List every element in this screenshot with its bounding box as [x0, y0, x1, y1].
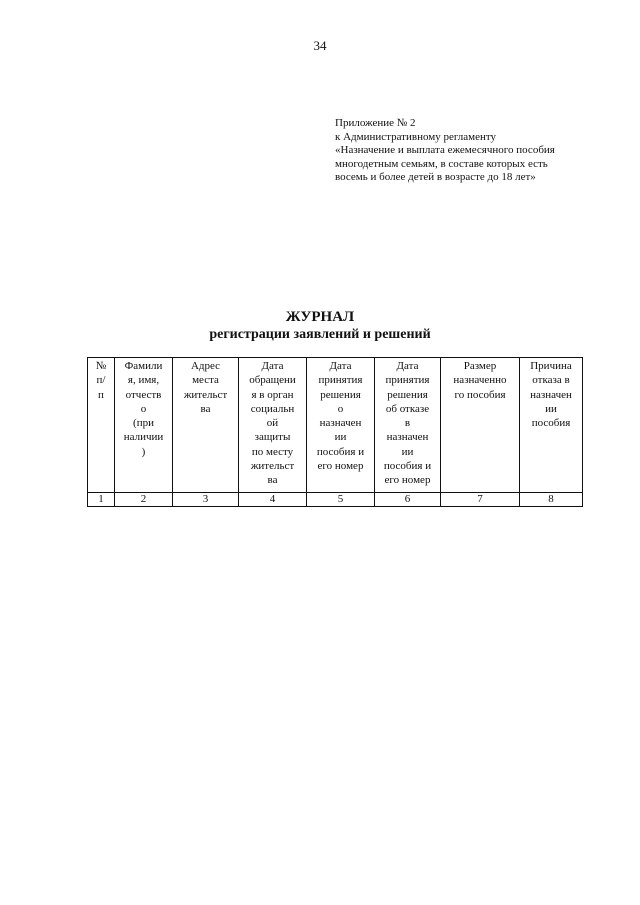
header-cell-refusal-reason: Причина отказа в назначен ии пособия — [520, 358, 583, 493]
appendix-line: восемь и более детей в возрасте до 18 лет» — [335, 171, 536, 184]
header-cell-refusal-decision: Дата принятия решения об отказе в назначен ии пособия и его номер — [375, 358, 441, 493]
appendix-line: Приложение № 2 — [335, 117, 416, 129]
appendix-line: к Административному регламенту — [335, 130, 497, 143]
appendix-line: «Назначение и выплата ежемесячного пособия — [335, 144, 555, 157]
column-number-cell: 5 — [307, 493, 375, 507]
header-cell-number: № п/ п — [88, 358, 115, 493]
header-cell-application-date: Дата обращени я в орган социальн ой защиты по месту жительст ва — [239, 358, 307, 493]
column-number-cell: 6 — [375, 493, 441, 507]
column-number-cell: 1 — [88, 493, 115, 507]
column-number-cell: 3 — [173, 493, 239, 507]
column-number-cell: 4 — [239, 493, 307, 507]
column-number-cell: 8 — [520, 493, 583, 507]
header-cell-address: Адрес места жительст ва — [173, 358, 239, 493]
header-cell-grant-decision: Дата принятия решения о назначен ии пособия и его номер — [307, 358, 375, 493]
document-title: ЖУРНАЛ — [285, 309, 355, 325]
document-subtitle: регистрации заявлений и решений — [209, 327, 431, 342]
journal-table — [87, 357, 583, 507]
column-number-cell: 2 — [115, 493, 173, 507]
table-header-row — [88, 358, 583, 493]
column-number-cell: 7 — [441, 493, 520, 507]
header-cell-benefit-amount: Размер назначенно го пособия — [441, 358, 520, 493]
table-column-number-row — [88, 493, 583, 507]
page-number: 34 — [313, 38, 327, 53]
appendix-note — [335, 117, 625, 185]
appendix-line: многодетным семьям, в составе которых есть — [335, 157, 548, 170]
header-cell-full-name: Фамили я, имя, отчеств о (при наличии ) — [115, 358, 173, 493]
